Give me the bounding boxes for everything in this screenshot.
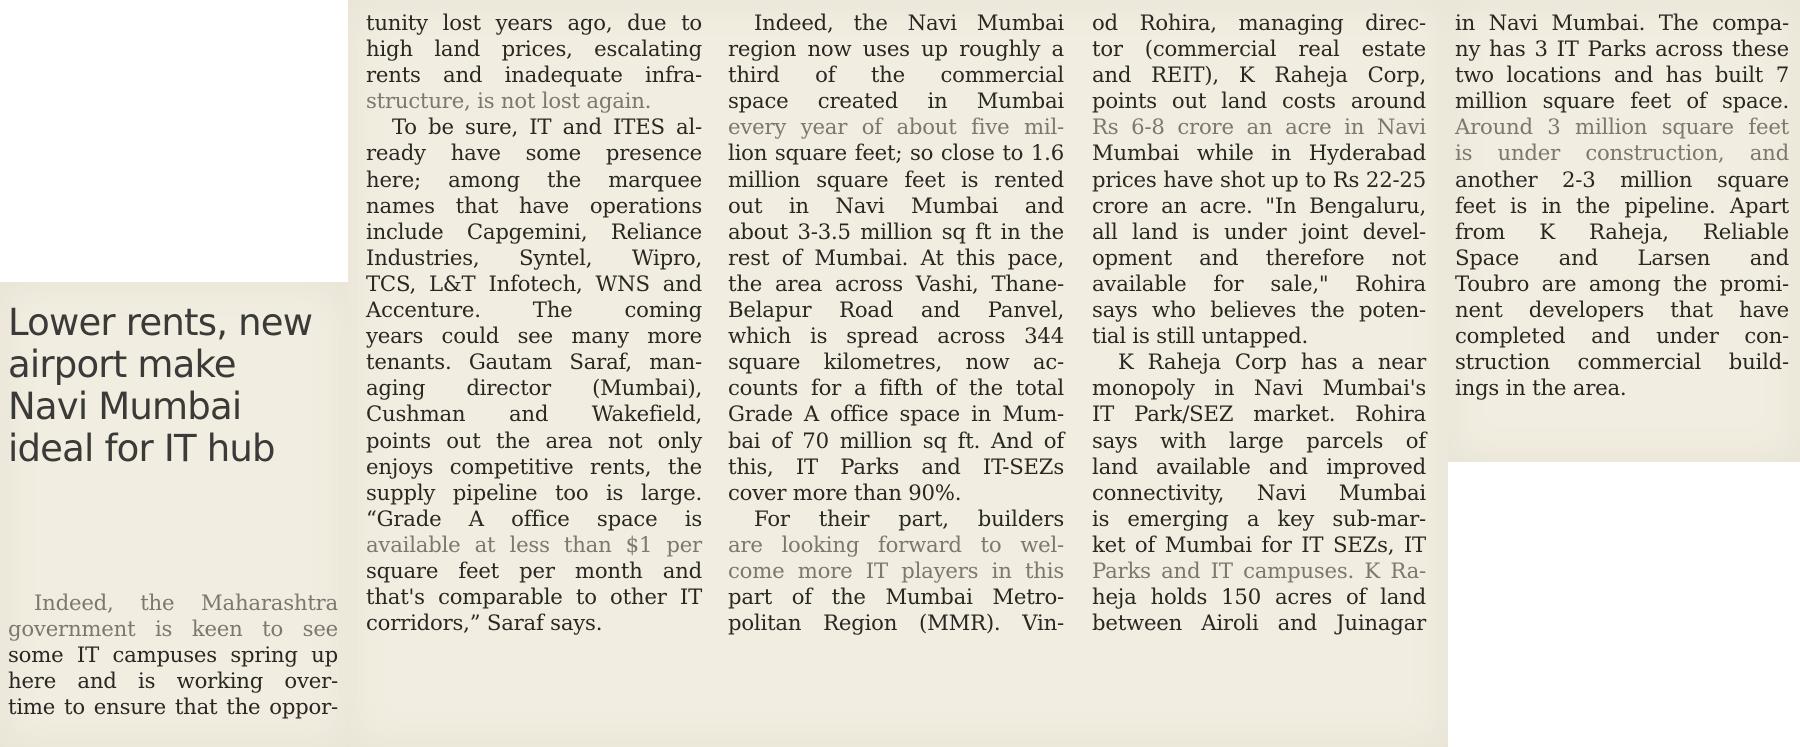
article-headline <box>8 302 338 470</box>
text-line: million square feet of space. <box>1455 88 1789 114</box>
text-line: Toubro are among the promi- <box>1455 270 1789 296</box>
text-line: Around 3 million square feet <box>1455 114 1789 140</box>
text-line: and REIT), K Raheja Corp, <box>1092 62 1426 88</box>
text-line: this, IT Parks and IT-SEZs <box>728 453 1064 479</box>
text-line: come more IT players in this <box>728 557 1064 583</box>
text-line: Cushman and Wakefield, <box>366 401 702 427</box>
text-line: which is spread across 344 <box>728 323 1064 349</box>
text-line: ny has 3 IT Parks across these <box>1455 36 1789 62</box>
text-line: names that have operations <box>366 192 702 218</box>
article-column-3 <box>728 10 1064 636</box>
text-line: that's comparable to other IT <box>366 584 702 610</box>
text-line: available for sale," Rohira <box>1092 270 1426 296</box>
text-line: two locations and has built 7 <box>1455 62 1789 88</box>
text-line: tor (commercial real estate <box>1092 36 1426 62</box>
text-line: says with large parcels of <box>1092 427 1426 453</box>
text-line: government is keen to see <box>8 616 338 642</box>
text-line: square kilometres, now ac- <box>728 349 1064 375</box>
text-line: ready have some presence <box>366 140 702 166</box>
text-line: another 2-3 million square <box>1455 166 1789 192</box>
text-line: To be sure, IT and ITES al- <box>392 114 702 140</box>
text-line: Grade A office space in Mum- <box>728 401 1064 427</box>
article-column-4 <box>1092 10 1426 636</box>
text-line: some IT campuses spring up <box>8 642 338 668</box>
text-line: struction commercial build- <box>1455 349 1789 375</box>
text-line: cover more than 90%. <box>728 479 962 505</box>
headline-line: airport make <box>8 343 236 386</box>
text-line: supply pipeline too is large. <box>366 479 702 505</box>
text-line: connectivity, Navi Mumbai <box>1092 479 1426 505</box>
text-line: bai of 70 million sq ft. And of <box>728 427 1064 453</box>
text-line: between Airoli and Juinagar <box>1092 610 1426 636</box>
headline-line: ideal for IT hub <box>8 427 275 470</box>
article-column-1 <box>8 590 338 720</box>
text-line: politan Region (MMR). Vin- <box>728 610 1064 636</box>
text-line: structure, is not lost again. <box>366 88 652 114</box>
text-line: ings in the area. <box>1455 375 1627 401</box>
text-line: ket of Mumbai for IT SEZs, IT <box>1092 531 1426 557</box>
text-line: points out the area not only <box>366 427 702 453</box>
text-line: corridors,” Saraf says. <box>366 610 603 636</box>
text-line: Parks and IT campuses. K Ra- <box>1092 557 1426 583</box>
text-line: space created in Mumbai <box>728 88 1064 114</box>
text-line: million square feet is rented <box>728 166 1064 192</box>
article-column-2 <box>366 10 702 636</box>
text-line: lion square feet; so close to 1.6 <box>728 140 1064 166</box>
text-line: high land prices, escalating <box>366 36 702 62</box>
text-line: Accenture. The coming <box>366 297 702 323</box>
text-line: rents and inadequate infra- <box>366 62 702 88</box>
text-line: Indeed, the Maharashtra <box>34 590 338 615</box>
text-line: Indeed, the Navi Mumbai <box>754 10 1064 35</box>
text-line: all land is under joint devel- <box>1092 218 1426 244</box>
text-line: Belapur Road and Panvel, <box>728 297 1064 323</box>
text-line: crore an acre. "In Bengaluru, <box>1092 192 1426 218</box>
text-line: the area across Vashi, Thane- <box>728 270 1064 296</box>
text-line: are looking forward to wel- <box>728 531 1064 557</box>
text-line: nent developers that have <box>1455 297 1789 323</box>
text-line: Mumbai while in Hyderabad <box>1092 140 1426 166</box>
headline-line: Navi Mumbai <box>8 385 242 428</box>
text-line: Space and Larsen and <box>1455 244 1789 270</box>
text-line: tial is still untapped. <box>1092 323 1309 349</box>
text-line: here and is working over- <box>8 668 338 694</box>
text-line: says who believes the poten- <box>1092 297 1426 323</box>
text-line: prices have shot up to Rs 22-25 <box>1092 166 1426 192</box>
text-line: in Navi Mumbai. The compa- <box>1455 10 1789 35</box>
text-line: “Grade A office space is <box>366 505 702 531</box>
headline-line: Lower rents, new <box>8 301 313 344</box>
text-line: od Rohira, managing direc- <box>1092 10 1426 35</box>
text-line: third of the commercial <box>728 62 1064 88</box>
text-line: IT Park/SEZ market. Rohira <box>1092 401 1426 427</box>
text-line: land available and improved <box>1092 453 1426 479</box>
text-line: out in Navi Mumbai and <box>728 192 1064 218</box>
text-line: completed and under con- <box>1455 323 1789 349</box>
text-line: aging director (Mumbai), <box>366 375 702 401</box>
text-line: here; among the marquee <box>366 166 702 192</box>
text-line: counts for a fifth of the total <box>728 375 1064 401</box>
text-line: rest of Mumbai. At this pace, <box>728 244 1064 270</box>
text-line: Industries, Syntel, Wipro, <box>366 244 702 270</box>
text-line: include Capgemini, Reliance <box>366 218 702 244</box>
article-column-5 <box>1455 10 1789 401</box>
text-line: tunity lost years ago, due to <box>366 10 702 35</box>
text-line: is emerging a key sub-mar- <box>1092 505 1426 531</box>
text-line: available at less than $1 per <box>366 531 702 557</box>
text-line: years could see many more <box>366 323 702 349</box>
text-line: about 3-3.5 million sq ft in the <box>728 218 1064 244</box>
text-line: part of the Mumbai Metro- <box>728 584 1064 610</box>
text-line: opment and therefore not <box>1092 244 1426 270</box>
text-line: For their part, builders <box>754 505 1064 531</box>
text-line: region now uses up roughly a <box>728 36 1064 62</box>
text-line: TCS, L&T Infotech, WNS and <box>366 270 702 296</box>
text-line: Rs 6-8 crore an acre in Navi <box>1092 114 1426 140</box>
text-line: time to ensure that the oppor- <box>8 694 338 720</box>
text-line: square feet per month and <box>366 557 702 583</box>
text-line: every year of about five mil- <box>728 114 1064 140</box>
text-line: K Raheja Corp has a near <box>1118 349 1426 375</box>
text-line: feet is in the pipeline. Apart <box>1455 192 1789 218</box>
text-line: points out land costs around <box>1092 88 1426 114</box>
text-line: monopoly in Navi Mumbai's <box>1092 375 1426 401</box>
text-line: is under construction, and <box>1455 140 1789 166</box>
text-line: heja holds 150 acres of land <box>1092 584 1426 610</box>
text-line: tenants. Gautam Saraf, man- <box>366 349 702 375</box>
text-line: enjoys competitive rents, the <box>366 453 702 479</box>
text-line: from K Raheja, Reliable <box>1455 218 1789 244</box>
